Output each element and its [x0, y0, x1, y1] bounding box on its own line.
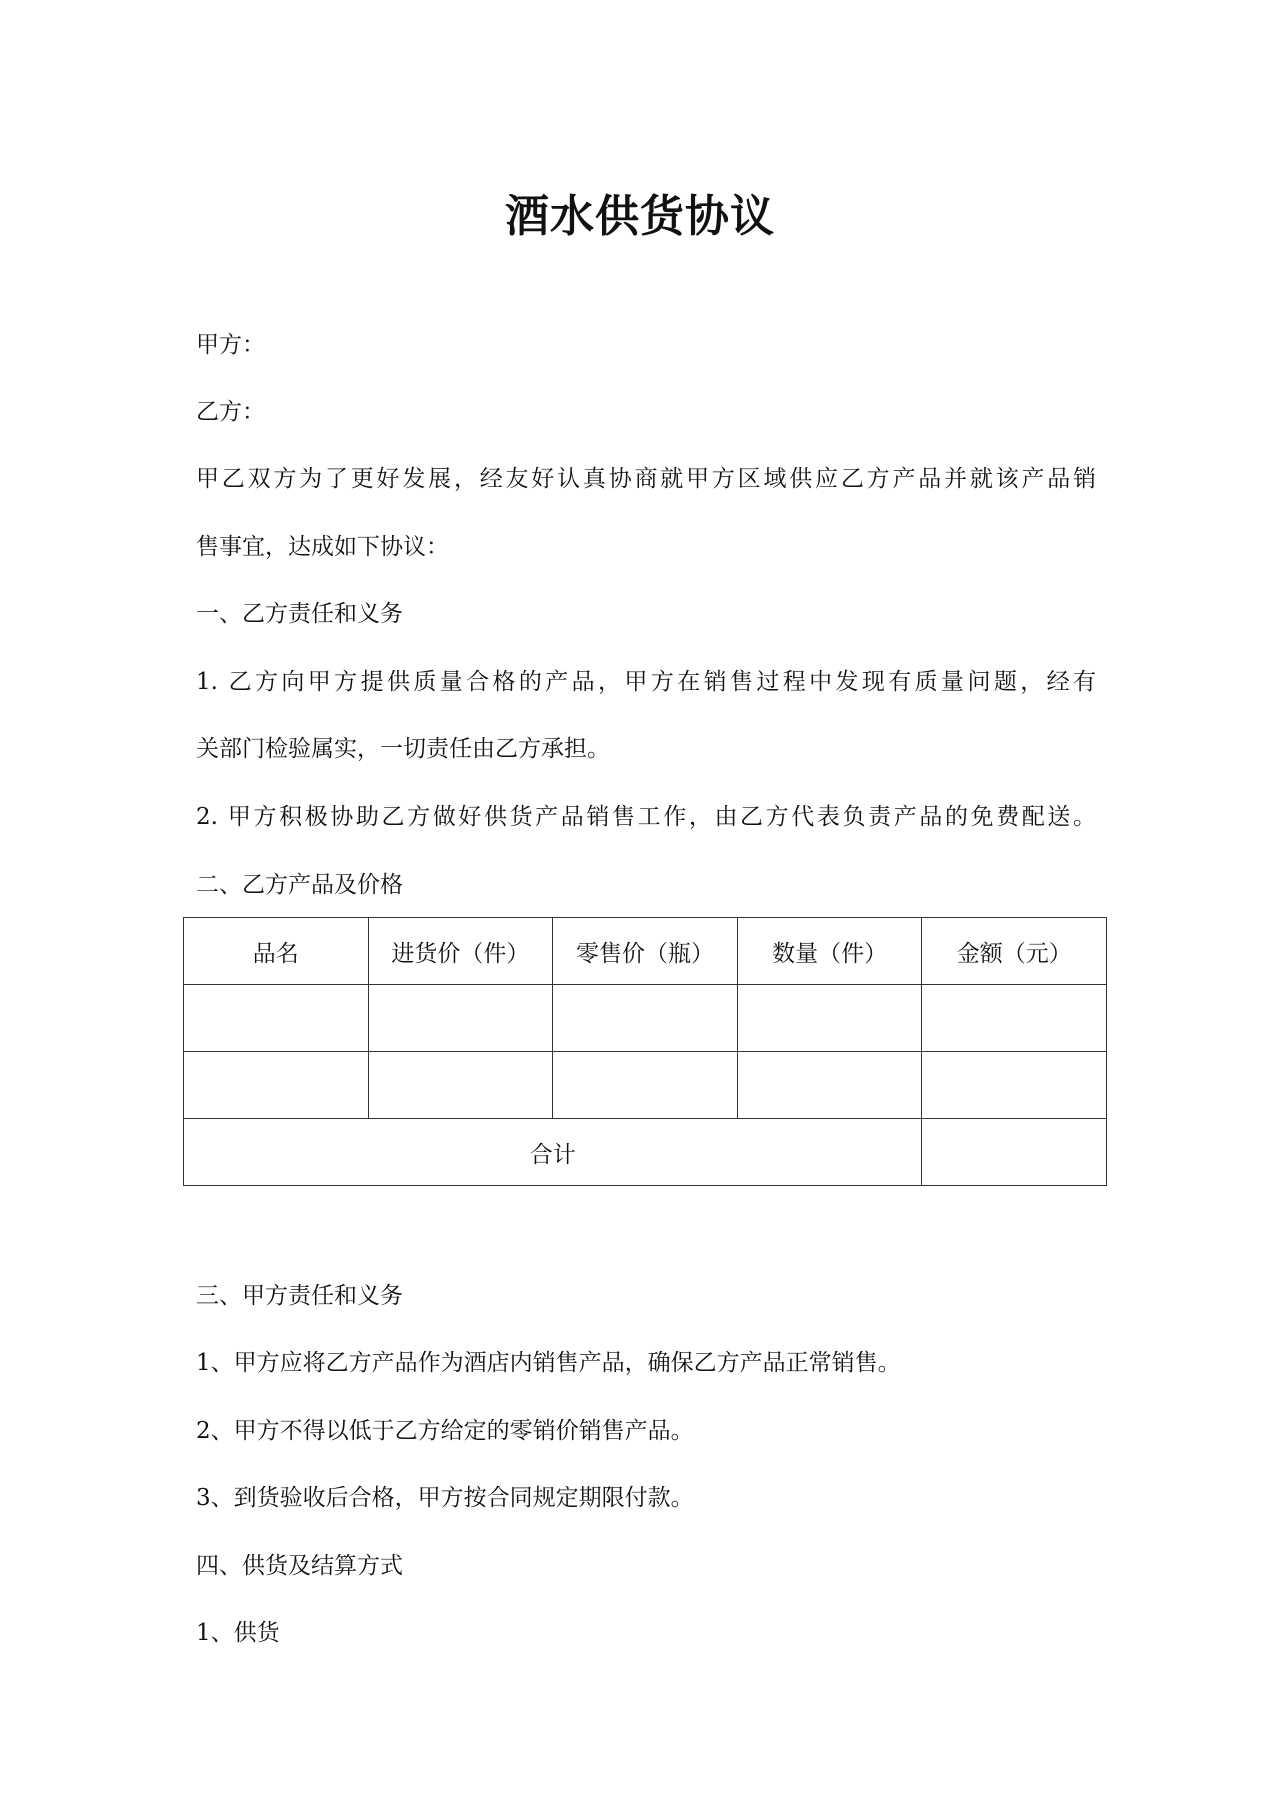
table-cell	[368, 1052, 553, 1119]
section1-item1-line1: 1. 乙方向甲方提供质量合格的产品，甲方在销售过程中发现有质量问题，经有	[196, 669, 1096, 695]
intro-line-2: 售事宜，达成如下协议：	[196, 534, 449, 560]
header-cell: 数量（件）	[737, 918, 922, 985]
total-label-cell: 合计	[184, 1119, 922, 1186]
section1-heading: 一、乙方责任和义务	[196, 601, 403, 627]
section3-item: 1、甲方应将乙方产品作为酒店内销售产品，确保乙方产品正常销售。	[196, 1350, 901, 1376]
section4-item: 1、供货	[196, 1620, 280, 1646]
section4-heading: 四、供货及结算方式	[196, 1553, 403, 1579]
intro-line-1: 甲乙双方为了更好发展，经友好认真协商就甲方区域供应乙方产品并就该产品销	[196, 466, 1096, 492]
section3-heading: 三、甲方责任和义务	[196, 1283, 403, 1309]
section1-item1-line2: 关部门检验属实，一切责任由乙方承担。	[196, 736, 610, 762]
table-total-row	[184, 1119, 1107, 1186]
section3-item: 3、到货验收后合格，甲方按合同规定期限付款。	[196, 1485, 694, 1511]
header-cell: 金额（元）	[922, 918, 1107, 985]
table-cell	[184, 1052, 369, 1119]
table-cell	[737, 985, 922, 1052]
price-table	[183, 917, 1107, 1186]
table-header-row	[184, 918, 1107, 985]
party-b-label: 乙方：	[196, 399, 265, 425]
table-cell	[737, 1052, 922, 1119]
table-cell	[553, 1052, 738, 1119]
table-cell	[922, 1052, 1107, 1119]
party-a-label: 甲方：	[196, 332, 265, 358]
table-cell	[553, 985, 738, 1052]
table-row	[184, 985, 1107, 1052]
table-cell	[184, 985, 369, 1052]
section1-item2: 2. 甲方积极协助乙方做好供货产品销售工作，由乙方代表负责产品的免费配送。	[196, 804, 1096, 830]
section3-item: 2、甲方不得以低于乙方给定的零销价销售产品。	[196, 1418, 694, 1444]
table-cell	[922, 985, 1107, 1052]
table-row	[184, 1052, 1107, 1119]
total-value-cell	[922, 1119, 1107, 1186]
header-cell: 品名	[184, 918, 369, 985]
header-cell: 进货价（件）	[368, 918, 553, 985]
header-cell: 零售价（瓶）	[553, 918, 738, 985]
document-title: 酒水供货协议	[505, 191, 775, 242]
section2-heading: 二、乙方产品及价格	[196, 872, 403, 898]
table-cell	[368, 985, 553, 1052]
